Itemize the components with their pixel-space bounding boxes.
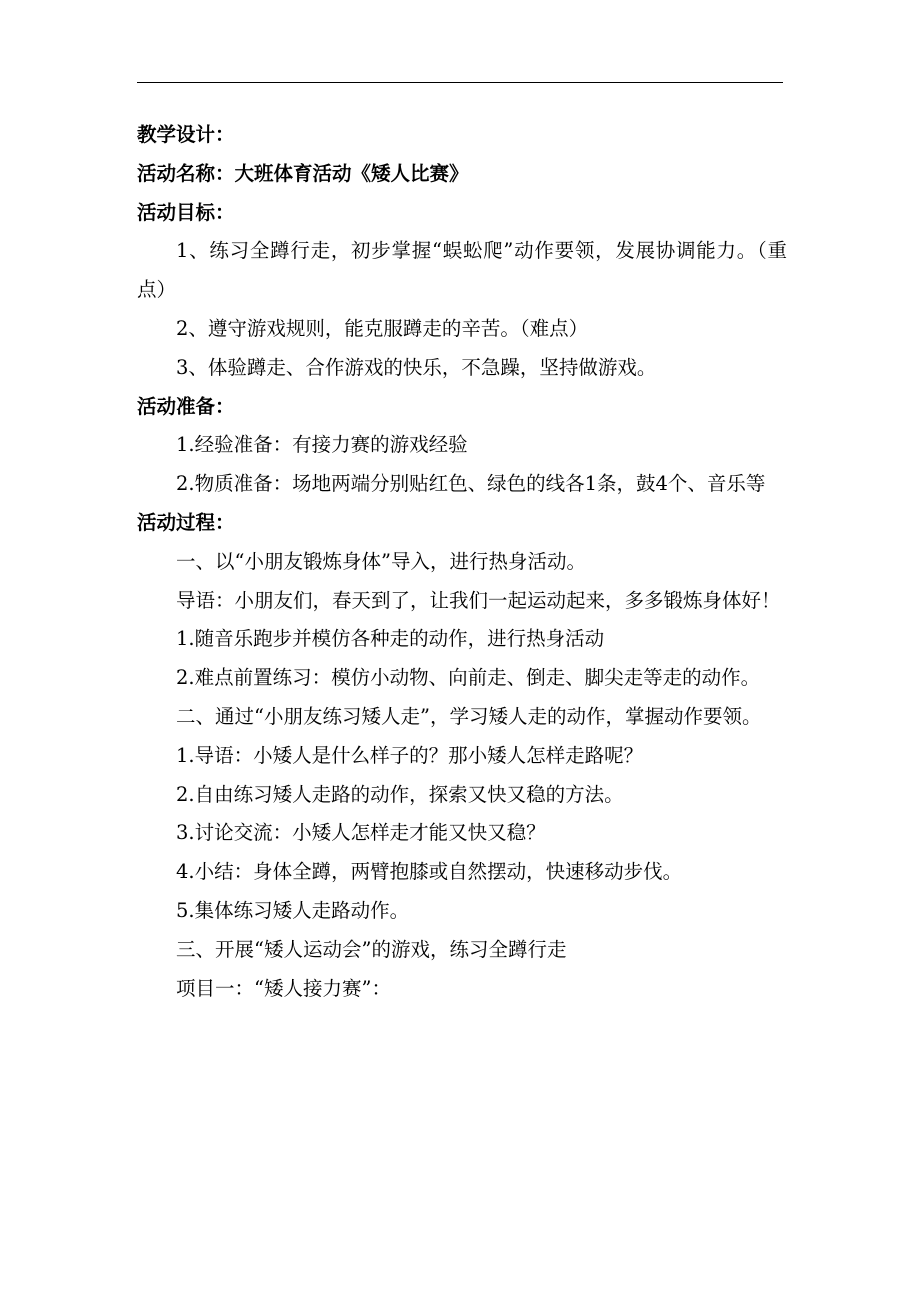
- goal-item-2: 2、遵守游戏规则，能克服蹲走的辛苦。（难点）: [176, 316, 589, 340]
- goal-item-3: 3、体验蹲走、合作游戏的快乐，不急躁，坚持做游戏。: [176, 355, 657, 379]
- process-step-2-5: 5.集体练习矮人走路动作。: [176, 898, 410, 922]
- process-section-1: 一、以“小朋友锻炼身体”导入，进行热身活动。: [176, 549, 586, 573]
- process-step-1-2: 2.难点前置练习：模仿小动物、向前走、倒走、脚尖走等走的动作。: [176, 666, 761, 690]
- heading-activity-preparation: 活动准备：: [137, 394, 235, 418]
- process-step-2-2: 2.自由练习矮人走路的动作，探索又快又稳的方法。: [176, 782, 624, 806]
- heading-activity-goals: 活动目标：: [137, 200, 235, 224]
- process-section-3: 三、开展“矮人运动会”的游戏，练习全蹲行走: [176, 937, 567, 961]
- process-intro-speech: 导语：小朋友们，春天到了，让我们一起运动起来，多多锻炼身体好！: [176, 588, 781, 612]
- prep-item-2: 2.物质准备：场地两端分别贴红色、绿色的线各1条，鼓4个、音乐等: [176, 472, 766, 496]
- heading-teaching-design: 教学设计：: [137, 123, 235, 146]
- process-section-2: 二、通过“小朋友练习矮人走”，学习矮人走的动作，掌握动作要领。: [176, 704, 762, 728]
- process-step-2-3: 3.讨论交流：小矮人怎样走才能又快又稳？: [176, 821, 546, 845]
- heading-activity-process: 活动过程：: [137, 510, 235, 534]
- header-rule: [137, 82, 783, 83]
- process-project-1: 项目一：“矮人接力赛”：: [176, 976, 391, 1000]
- goal-item-1: 1、练习全蹲行走，初步掌握“蜈蚣爬”动作要领，发展协调能力。（重点）: [137, 239, 787, 302]
- process-step-2-1: 1.导语：小矮人是什么样子的？那小矮人怎样走路呢？: [176, 743, 644, 767]
- prep-item-1: 1.经验准备：有接力赛的游戏经验: [176, 433, 468, 457]
- document-body: [137, 116, 787, 1008]
- process-step-1-1: 1.随音乐跑步并模仿各种走的动作，进行热身活动: [176, 627, 605, 651]
- process-step-2-4: 4.小结：身体全蹲，两臂抱膝或自然摆动，快速移动步伐。: [176, 860, 683, 884]
- heading-activity-name: 活动名称：大班体育活动《矮人比赛》: [137, 161, 469, 185]
